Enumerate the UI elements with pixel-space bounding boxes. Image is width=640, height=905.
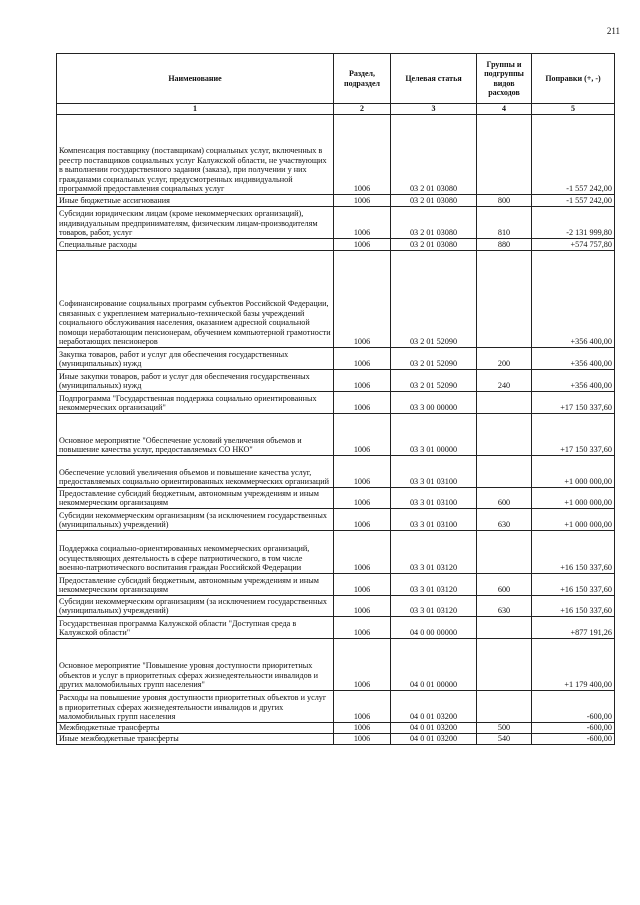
row-section: 1006 [334, 691, 391, 723]
row-target-article: 03 3 01 03100 [391, 509, 477, 531]
row-amount: +1 000 000,00 [532, 488, 615, 509]
row-target-article: 03 3 01 03120 [391, 596, 477, 617]
row-section: 1006 [334, 574, 391, 596]
row-name: Расходы на повышение уровня доступности приоритетных объектов и услуг в приоритетных сферах жизнедеятельности инвалидов и других маломобильных групп населения [57, 691, 334, 723]
row-target-article: 03 3 01 00000 [391, 414, 477, 456]
row-name: Софинансирование социальных программ субъектов Российской Федерации, связанных с укреплением материально-технической базы учреждений социального обслуживания населения, оказанием адресной социальной помощи неработающим пенсионерам, обучением компьютерной грамотности неработающих пенсионеров [57, 251, 334, 348]
header-amendments: Поправки (+, -) [532, 54, 615, 104]
row-expense-group [477, 639, 532, 691]
row-amount: +1 179 400,00 [532, 639, 615, 691]
row-section: 1006 [334, 617, 391, 639]
table-row [57, 734, 615, 745]
budget-amendments-table [56, 53, 615, 745]
row-name: Субсидии некоммерческим организациям (за исключением государственных (муниципальных) учреждений) [57, 596, 334, 617]
table-row [57, 488, 615, 509]
row-target-article: 04 0 00 00000 [391, 617, 477, 639]
row-section: 1006 [334, 639, 391, 691]
header-name: Наименование [57, 54, 334, 104]
row-expense-group [477, 531, 532, 574]
row-expense-group: 600 [477, 488, 532, 509]
row-section: 1006 [334, 251, 391, 348]
row-amount: -1 557 242,00 [532, 115, 615, 195]
row-name: Обеспечение условий увеличения объемов и повышение качества услуг, предоставляемых социально ориентированных некоммерческих организаций [57, 456, 334, 488]
row-expense-group [477, 617, 532, 639]
row-name: Специальные расходы [57, 239, 334, 251]
table-row [57, 456, 615, 488]
row-amount: -600,00 [532, 691, 615, 723]
table-row [57, 239, 615, 251]
table-row [57, 348, 615, 370]
row-section: 1006 [334, 370, 391, 392]
row-expense-group [477, 251, 532, 348]
row-section: 1006 [334, 207, 391, 239]
row-target-article: 04 0 01 00000 [391, 639, 477, 691]
row-amount: +1 000 000,00 [532, 456, 615, 488]
row-section: 1006 [334, 531, 391, 574]
row-expense-group: 500 [477, 723, 532, 734]
row-amount: -600,00 [532, 734, 615, 745]
table-row [57, 617, 615, 639]
row-amount: +356 400,00 [532, 370, 615, 392]
table-row [57, 574, 615, 596]
table-row [57, 370, 615, 392]
row-target-article: 03 2 01 52090 [391, 370, 477, 392]
row-name: Основное мероприятие "Повышение уровня доступности приоритетных объектов и услуг в приоритетных сферах жизнедеятельности инвалидов и других маломобильных групп населения" [57, 639, 334, 691]
row-amount: +356 400,00 [532, 251, 615, 348]
row-expense-group: 880 [477, 239, 532, 251]
row-expense-group [477, 414, 532, 456]
page-number: 211 [606, 26, 620, 36]
row-expense-group [477, 456, 532, 488]
header-target: Целевая статья [391, 54, 477, 104]
row-expense-group: 240 [477, 370, 532, 392]
row-target-article: 03 2 01 03080 [391, 195, 477, 207]
row-name: Иные закупки товаров, работ и услуг для обеспечения государственных (муниципальных) нужд [57, 370, 334, 392]
header-section: Раздел, подраздел [334, 54, 391, 104]
row-name: Подпрограмма "Государственная поддержка социально ориентированных некоммерческих организаций" [57, 392, 334, 414]
column-number: 1 [57, 104, 334, 115]
row-target-article: 03 2 01 03080 [391, 207, 477, 239]
row-name: Поддержка социально-ориентированных некоммерческих организаций, осуществляющих деятельность в сфере патриотического, в том числе военно-патриотического воспитания граждан Российской Федерации [57, 531, 334, 574]
table-row [57, 115, 615, 195]
row-section: 1006 [334, 488, 391, 509]
row-section: 1006 [334, 734, 391, 745]
row-target-article: 03 3 01 03120 [391, 531, 477, 574]
column-number: 2 [334, 104, 391, 115]
row-target-article: 03 3 01 03120 [391, 574, 477, 596]
row-amount: -1 557 242,00 [532, 195, 615, 207]
row-section: 1006 [334, 392, 391, 414]
row-amount: +877 191,26 [532, 617, 615, 639]
row-name: Межбюджетные трансферты [57, 723, 334, 734]
row-amount: +356 400,00 [532, 348, 615, 370]
header-groups: Группы и подгруппы видов расходов [477, 54, 532, 104]
row-section: 1006 [334, 115, 391, 195]
row-expense-group [477, 115, 532, 195]
row-amount: -600,00 [532, 723, 615, 734]
row-expense-group: 540 [477, 734, 532, 745]
row-section: 1006 [334, 414, 391, 456]
row-amount: +1 000 000,00 [532, 509, 615, 531]
row-amount: +17 150 337,60 [532, 414, 615, 456]
row-name: Иные бюджетные ассигнования [57, 195, 334, 207]
row-expense-group: 200 [477, 348, 532, 370]
table-row [57, 392, 615, 414]
table-row [57, 195, 615, 207]
row-expense-group: 600 [477, 574, 532, 596]
row-target-article: 03 3 01 03100 [391, 456, 477, 488]
row-section: 1006 [334, 456, 391, 488]
row-expense-group: 630 [477, 509, 532, 531]
table-row [57, 723, 615, 734]
row-amount: +17 150 337,60 [532, 392, 615, 414]
row-amount: +16 150 337,60 [532, 531, 615, 574]
column-number: 5 [532, 104, 615, 115]
row-target-article: 03 3 00 00000 [391, 392, 477, 414]
table-row [57, 639, 615, 691]
row-section: 1006 [334, 723, 391, 734]
column-number: 3 [391, 104, 477, 115]
row-section: 1006 [334, 596, 391, 617]
table-row [57, 531, 615, 574]
table-row [57, 207, 615, 239]
row-target-article: 04 0 01 03200 [391, 734, 477, 745]
row-name: Субсидии некоммерческим организациям (за исключением государственных (муниципальных) учреждений) [57, 509, 334, 531]
row-section: 1006 [334, 348, 391, 370]
row-section: 1006 [334, 239, 391, 251]
row-section: 1006 [334, 509, 391, 531]
row-amount: +16 150 337,60 [532, 596, 615, 617]
row-target-article: 03 2 01 03080 [391, 115, 477, 195]
row-name: Субсидии юридическим лицам (кроме некоммерческих организаций), индивидуальным предпринимателям, физическим лицам-производителям товаров, работ, услуг [57, 207, 334, 239]
row-expense-group: 630 [477, 596, 532, 617]
row-name: Государственная программа Калужской области "Доступная среда в Калужской области" [57, 617, 334, 639]
row-amount: +16 150 337,60 [532, 574, 615, 596]
row-amount: +574 757,80 [532, 239, 615, 251]
row-name: Основное мероприятие "Обеспечение условий увеличения объемов и повышение качества услуг, предоставляемых СО НКО" [57, 414, 334, 456]
table-row [57, 596, 615, 617]
row-name: Предоставление субсидий бюджетным, автономным учреждениям и иным некоммерческим организациям [57, 488, 334, 509]
row-target-article: 04 0 01 03200 [391, 723, 477, 734]
row-target-article: 03 2 01 52090 [391, 348, 477, 370]
row-amount: -2 131 999,80 [532, 207, 615, 239]
row-expense-group: 810 [477, 207, 532, 239]
row-name: Предоставление субсидий бюджетным, автономным учреждениям и иным некоммерческим организациям [57, 574, 334, 596]
row-expense-group [477, 392, 532, 414]
row-target-article: 03 2 01 03080 [391, 239, 477, 251]
table-row [57, 509, 615, 531]
row-name: Закупка товаров, работ и услуг для обеспечения государственных (муниципальных) нужд [57, 348, 334, 370]
row-name: Иные межбюджетные трансферты [57, 734, 334, 745]
row-target-article: 04 0 01 03200 [391, 691, 477, 723]
table-row [57, 691, 615, 723]
table-row [57, 414, 615, 456]
row-expense-group [477, 691, 532, 723]
row-name: Компенсация поставщику (поставщикам) социальных услуг, включенных в реестр поставщиков социальных услуг Калужской области, не участвующих в выполнении государственного задания (заказа), при получении у них гражданами социальных услуг, предусмотренных индивидуальной программой предоставления социальных услуг [57, 115, 334, 195]
row-expense-group: 800 [477, 195, 532, 207]
row-section: 1006 [334, 195, 391, 207]
column-number: 4 [477, 104, 532, 115]
row-target-article: 03 3 01 03100 [391, 488, 477, 509]
table-row [57, 251, 615, 348]
row-target-article: 03 2 01 52090 [391, 251, 477, 348]
